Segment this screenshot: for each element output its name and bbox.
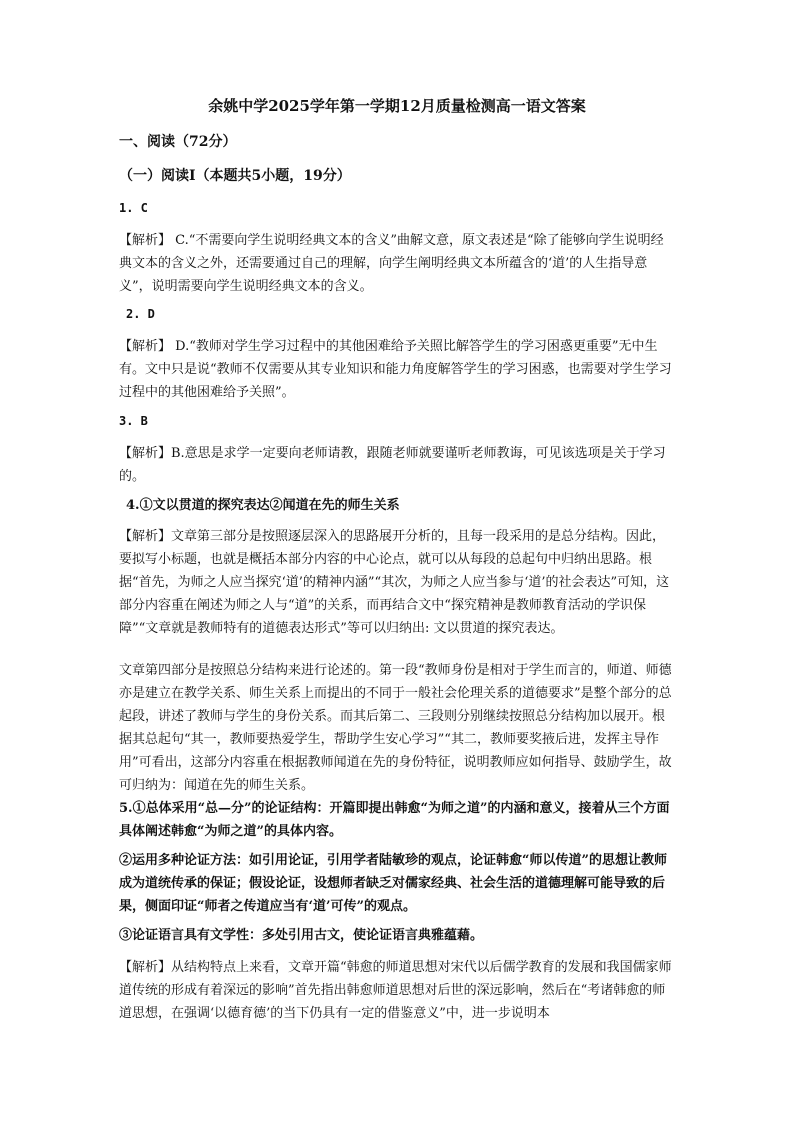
- q2-answer: 2. D: [126, 307, 155, 321]
- q5-answer-point-1: 5.①总体采用“总—分”的论证结构：开篇即提出韩愈“为师之道”的内涵和意义，接着从三个方面具体阐述韩愈“为师之道”的具体内容。: [119, 801, 670, 839]
- document-title: 余姚中学2025学年第一学期12月质量检测高一语文答案: [208, 97, 586, 115]
- q3-analysis: 【解析】B.意思是求学一定要向老师请教，跟随老师就要谨听老师教诲，可见该选项是关于学习的。: [119, 446, 666, 484]
- q4-analysis-paragraph-1: 【解析】文章第三部分是按照逐层深入的思路展开分析的，且每一段采用的是总分结构。因此，要拟写小标题，也就是概括本部分内容的中心论点，就可以从每段的总起句中归纳出思路。根据“首先，为师之人应当探究‘道’的精神内涵”“其次，为师之人应当参与‘道’的社会表达”可知，这部分内容重在阐述为师之人与“道”的关系，而再结合文中“探究精神是教师教育活动的学识保障”“文章就是教师特有的道德表达形式”等可以归纳出: 文以贯道的探究表达。: [119, 529, 670, 636]
- q1-analysis: 【解析】 C.“不需要向学生说明经典文本的含义”曲解文意，原文表述是“除了能够向学生说明经典文本的含义之外，还需要通过自己的理解，向学生阐明经典文本所蕴含的‘道’的人生指导意义”，说明需要向学生说明经典文本的含义。: [119, 233, 664, 294]
- q2-analysis: 【解析】 D.“教师对学生学习过程中的其他困难给予关照比解答学生的学习困惑更重要”无中生有。文中只是说“教师不仅需要从其专业知识和能力角度解答学生的学习困惑，也需要对学生学习过程中的其他困难给予关照”。: [119, 339, 672, 400]
- q4-analysis-paragraph-2: 文章第四部分是按照总分结构来进行论述的。第一段“教师身份是相对于学生而言的，师道、师德亦是建立在教学关系、师生关系上而提出的不同于一般社会伦理关系的道德要求”是整个部分的总起段，讲述了教师与学生的身份关系。而其后第二、三段则分别继续按照总分结构加以展开。根据其总起句“其一，教师要热爱学生，帮助学生安心学习”“其二，教师要奖掖后进，发挥主导作用”可看出，这部分内容重在根据教师闻道在先的身份特征，说明教师应如何指导、鼓励学生，故可归纳为：闻道在先的师生关系。: [119, 663, 672, 793]
- subsection-heading-reading-1: （一）阅读Ⅰ（本题共5小题，19分）: [119, 168, 351, 184]
- q3-answer: 3. B: [119, 414, 148, 428]
- section-heading-reading: 一、阅读（72分）: [119, 134, 237, 150]
- q5-answer-point-3: ③论证语言具有文学性：多处引用古文，使论证语言典雅蕴藉。: [119, 928, 484, 943]
- q5-answer-point-2: ②运用多种论证方法：如引用论证，引用学者陆敏珍的观点，论证韩愈“师以传道”的思想让教师成为道统传承的保证；假设论证，设想师者缺乏对儒家经典、社会生活的道德理解可能导致的后果，侧面印证“师者之传道应当有‘道’可传”的观点。: [119, 853, 667, 914]
- q1-answer: 1. C: [119, 201, 148, 215]
- q5-analysis: 【解析】从结构特点上来看，文章开篇“韩愈的师道思想对宋代以后儒学教育的发展和我国儒家师道传统的形成有着深远的影响”首先指出韩愈师道思想对后世的深远影响，然后在“考诸韩愈的师道思想，在强调‘以德育德’的当下仍具有一定的借鉴意义”中，进一步说明本: [119, 960, 672, 1021]
- q4-answer: 4.①文以贯道的探究表达②闻道在先的师生关系: [126, 498, 400, 513]
